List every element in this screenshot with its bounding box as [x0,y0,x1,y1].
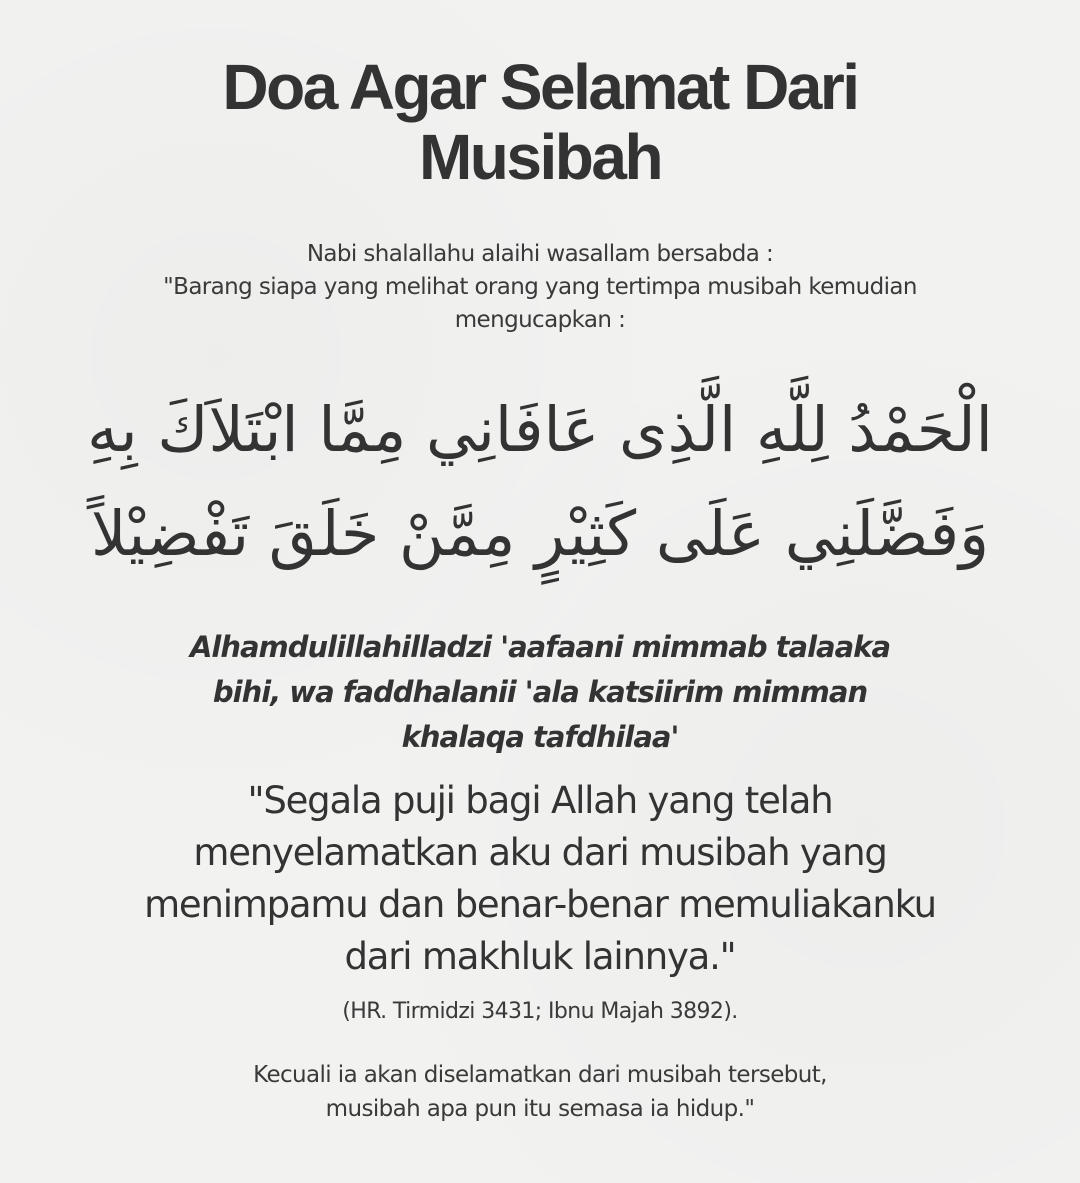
intro-line-3: mengucapkan : [454,307,626,333]
note-line-2: musibah apa pun itu semasa ia hidup." [325,1096,755,1122]
translation [80,775,1000,983]
intro-line-1: Nabi shalallahu alaihi wasallam bersabda : [306,241,774,267]
page-title [0,52,1080,192]
transliteration-line-1: Alhamdulillahilladzi 'aafaani mimmab talaaka [189,630,891,664]
hadith-source: (HR. Tirmidzi 3431; Ibnu Majah 3892). [342,999,738,1024]
hadith-intro [100,238,980,337]
translation-line-1: "Segala puji bagi Allah yang telah [247,779,833,822]
arabic-prayer [60,378,1020,586]
note-line-1: Kecuali ia akan diselamatkan dari musibah tersebut, [253,1062,827,1088]
title-line-2: Musibah [418,121,662,193]
translation-line-2: menyelamatkan aku dari musibah yang [193,831,887,874]
intro-line-2: "Barang siapa yang melihat orang yang tertimpa musibah kemudian [163,274,917,300]
translation-line-4: dari makhluk lainnya." [344,935,736,978]
transliteration-line-2: bihi, wa faddhalanii 'ala katsiirim mimman [212,675,868,709]
closing-note [100,1058,980,1126]
translation-line-3: menimpamu dan benar-benar memuliakanku [144,883,936,926]
arabic-line-1: الْحَمْدُ لِلَّهِ الَّذِى عَافَانِي مِمَّا ابْتَلاَكَ بِهِ [87,393,993,466]
transliteration [120,625,960,760]
title-line-1: Doa Agar Selamat Dari [222,51,858,123]
arabic-line-2: وَفَضَّلَنِي عَلَى كَثِيْرٍ مِمَّنْ خَلَقَ تَفْضِيْلاً [90,497,990,570]
transliteration-line-3: khalaqa tafdhilaa' [401,720,679,754]
